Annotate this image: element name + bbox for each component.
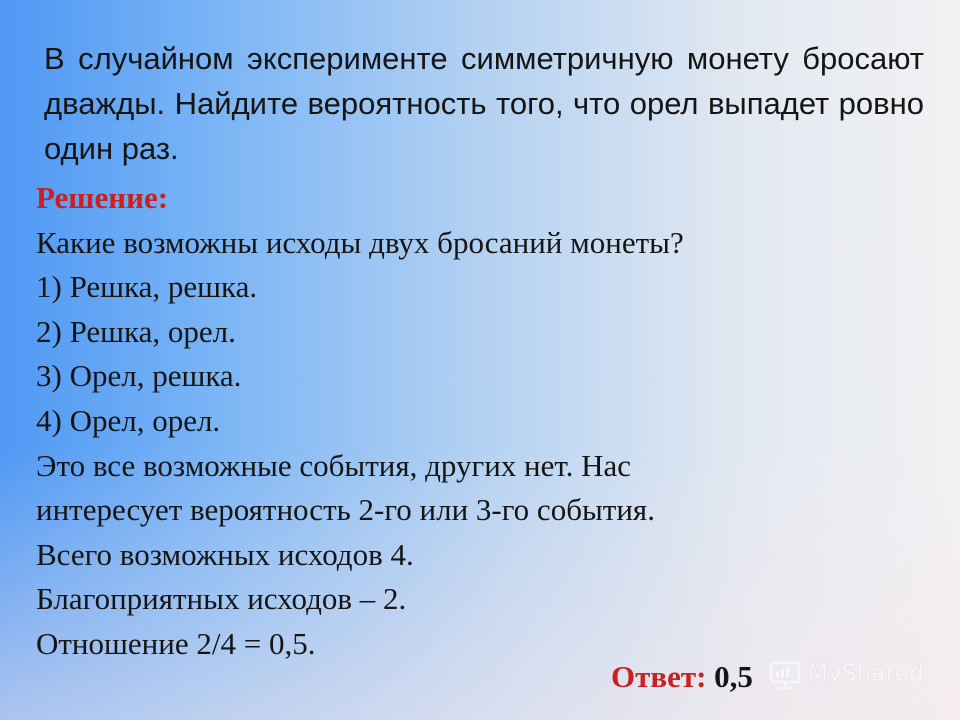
outcome-item: 2) Решка, орел. (36, 313, 236, 349)
answer-label: Ответ: (611, 659, 707, 694)
answer-value: 0,5 (714, 659, 753, 694)
outcome-item: 4) Орел, орел. (36, 402, 221, 438)
presentation-icon (768, 657, 802, 691)
outcome-item: 3) Орел, решка. (36, 358, 242, 394)
solution-line: Отношение 2/4 = 0,5. (36, 625, 316, 661)
watermark (768, 656, 924, 692)
solution-line: Благоприятных исходов – 2. (36, 581, 407, 617)
problem-statement: В случайном эксперименте симметричную монету бросают дважды. Найдите вероятность того, что орел выпадет ровно один раз. (44, 41, 924, 166)
solution-block (36, 176, 916, 667)
solution-heading: Решение: (36, 180, 169, 215)
outcome-item: 1) Решка, решка. (36, 269, 258, 305)
solution-line: Всего возможных исходов 4. (36, 536, 414, 572)
solution-line: Это все возможные события, других нет. Нас (36, 447, 632, 483)
solution-line: Какие возможны исходы двух бросаний монеты? (36, 224, 684, 260)
answer (611, 655, 753, 699)
watermark-text: MyShared (808, 661, 925, 687)
solution-line: интересует вероятность 2-го или 3-го события. (36, 492, 655, 528)
